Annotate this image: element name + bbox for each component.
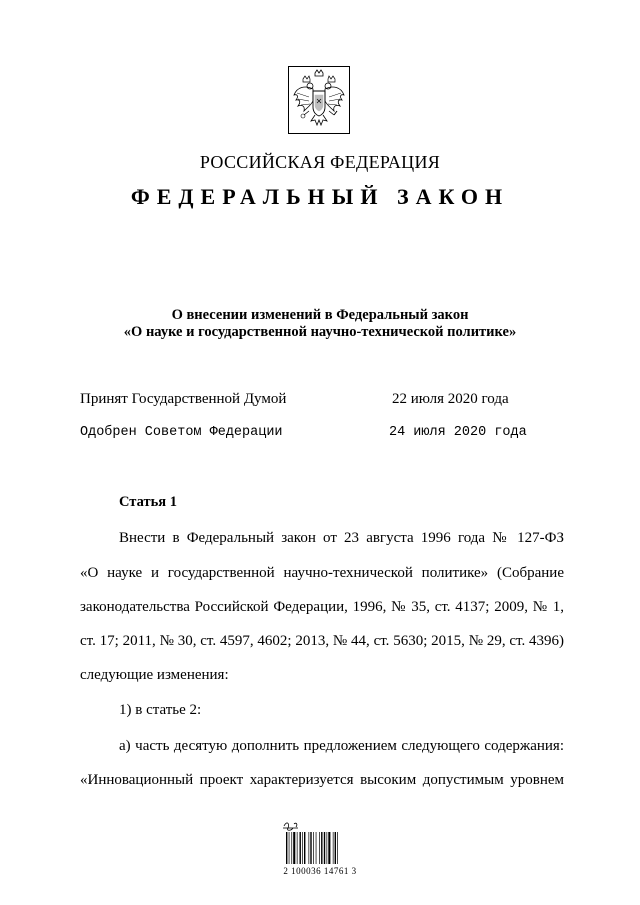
article-heading: Статья 1 xyxy=(119,494,177,510)
article-text-line: 1) в статье 2: xyxy=(119,702,202,718)
country-name: РОССИЙСКАЯ ФЕДЕРАЦИЯ xyxy=(199,152,441,172)
duma-adoption-label: Принят Государственной Думой xyxy=(80,391,287,407)
law-title-line-1: О внесении изменений в Федеральный закон xyxy=(171,307,469,323)
emblem-frame xyxy=(288,66,350,134)
article-text-line: ст. 17; 2011, № 30, ст. 4597, 4602; 2013, № 44, ст. 5630; 2015, № 29, ст. 4396) xyxy=(80,633,564,649)
article-text-line: следующие изменения: xyxy=(80,667,229,683)
article-text-line: «Инновационный проект характеризуется высоким допустимым уровнем xyxy=(80,772,564,788)
council-approval-label: Одобрен Советом Федерации xyxy=(80,425,283,440)
council-approval-date: 24 июля 2020 года xyxy=(389,425,527,440)
coat-of-arms-icon xyxy=(291,69,347,131)
article-text-line: Внести в Федеральный закон от 23 августа 1996 года № 127-ФЗ xyxy=(119,530,564,546)
article-text-line: «О науке и государственной научно-технической политике» (Собрание xyxy=(80,565,564,581)
law-type-heading: ФЕДЕРАЛЬНЫЙ ЗАКОН xyxy=(130,184,510,209)
article-text-line: а) часть десятую дополнить предложением следующего содержания: xyxy=(119,738,564,754)
article-text-line: законодательства Российской Федерации, 1996, № 35, ст. 4137; 2009, № 1, xyxy=(80,599,564,615)
document-barcode xyxy=(280,816,360,870)
duma-adoption-date: 22 июля 2020 года xyxy=(392,391,509,407)
barcode-number: 2 100036 14761 3 xyxy=(283,866,357,876)
law-title-line-2: «О науке и государственной научно-технической политике» xyxy=(123,324,517,340)
